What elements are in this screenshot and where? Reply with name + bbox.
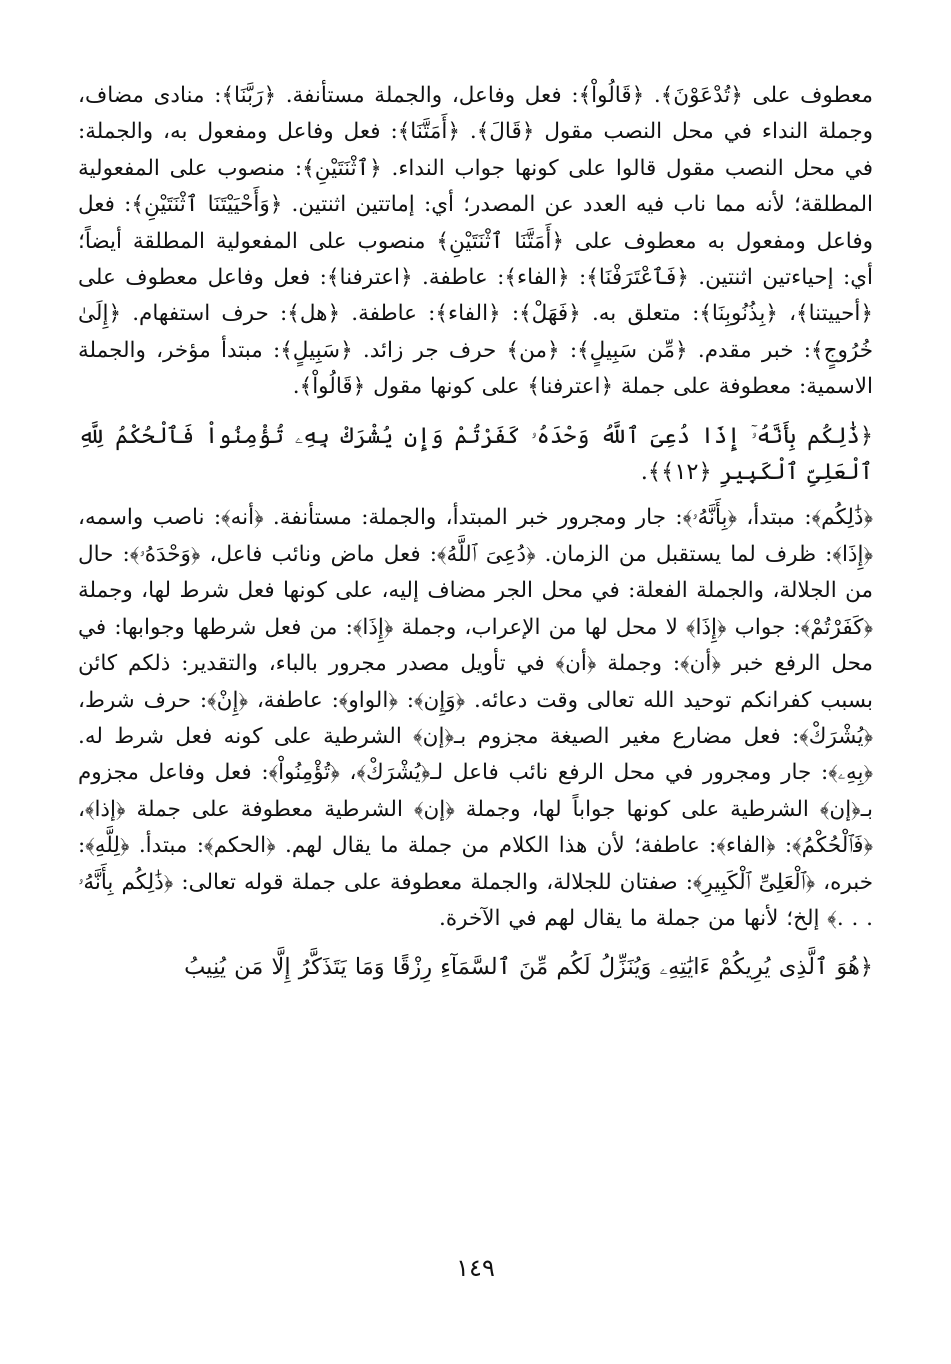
quran-verse-13: ﴿هُوَ ٱلَّذِى يُرِيكُمْ ءَايَٰتِهِۦ وَيُنَزِّلُ لَكُم مِّنَ ٱلسَّمَآءِ رِزْقًا وَمَا يَتَذَكَّرُ إِلَّا مَن يُنِيبُ (184, 954, 873, 981)
document-page (78, 78, 873, 1364)
page-number: ١٤٩ (456, 1254, 495, 1282)
paragraph-parsing-1: معطوف على ﴿تُدْعَوْنَ﴾. ﴿قَالُواْ﴾: فعل وفاعل، والجملة مستأنفة. ﴿رَبَّنَا﴾: منادى مضاف، وجملة النداء في محل النصب مقول ﴿قَالَ﴾. ﴿أَمَتَّنَا﴾: فعل وفاعل ومفعول به، والجملة: في محل النصب مقول قالوا على كونها جواب النداء. ﴿ٱثْنَتَيْنِ﴾: منصوب على المفعولية المطلقة؛ لأنه مما ناب فيه العدد عن المصدر؛ أي: إماتتين اثنتين. ﴿وَأَحْيَيْتَنَا ٱثْنَتَيْنِ﴾: فعل وفاعل ومفعول به معطوف على ﴿أَمَتَّنَا ٱثْنَتَيْنِ﴾ منصوب على المفعولية المطلقة أيضاً؛ أي: إحياءتين اثنتين. ﴿فَٱعْتَرَفْنَا﴾: ﴿الفاء﴾: عاطفة. ﴿اعترفنا﴾: فعل وفاعل معطوف على ﴿أحييتنا﴾، ﴿بِذُنُوبِنَا﴾: متعلق به. ﴿فَهَلْ﴾: ﴿الفاء﴾: عاطفة. ﴿هل﴾: حرف استفهام. ﴿إِلَىٰ خُرُوجٍ﴾: خبر مقدم. ﴿مِّن سَبِيلٍ﴾: ﴿من﴾ حرف جر زائد. ﴿سَبِيلٍ﴾: مبتدأ مؤخر، والجملة الاسمية: معطوفة على جملة ﴿اعترفنا﴾ على كونها مقول ﴿قَالُواْ﴾. (78, 83, 873, 400)
paragraph-parsing-2: ﴿ذَٰلِكُم﴾: مبتدأ، ﴿بِأَنَّهُۥ﴾: جار ومجرور خبر المبتدأ، والجملة: مستأنفة. ﴿أنه﴾: ناصب واسمه، ﴿إِذَا﴾: ظرف لما يستقبل من الزمان. ﴿دُعِىَ ٱللَّهُ﴾: فعل ماض ونائب فاعل، ﴿وَحْدَهُۥ﴾: حال من الجلالة، والجملة الفعلة: في محل الجر مضاف إليه، على كونها فعل شرط لها، وجملة ﴿كَفَرْتُمْ﴾: جواب ﴿إِذَا﴾ لا محل لها من الإعراب، وجملة ﴿إِذَا﴾: من فعل شرطها وجوابها: في محل الرفع خبر ﴿أن﴾: وجملة ﴿أن﴾ في تأويل مصدر مجرور بالباء، والتقدير: ذلكم كائن بسبب كفرانكم توحيد الله تعالى وقت دعائه. ﴿وَإِن﴾: ﴿الواو﴾: عاطفة، ﴿إِنْ﴾: حرف شرط، ﴿يُشْرَكْ﴾: فعل مضارع مغير الصيغة مجزوم بـ﴿إن﴾ الشرطية على كونه فعل شرط له. ﴿بِهِۦ﴾: جار ومجرور في محل الرفع نائب فاعل لـ﴿يُشْرَكْ﴾، ﴿تُؤْمِنُواْ﴾: فعل وفاعل مجزوم بـ﴿إن﴾ الشرطية على كونها جواباً لها، وجملة ﴿إن﴾ الشرطية معطوفة على جملة ﴿إذا﴾، ﴿فَٱلْحُكْمُ﴾: ﴿الفاء﴾: عاطفة؛ لأن هذا الكلام من جملة ما يقال لهم. ﴿الحكم﴾: مبتدأ. ﴿لِلَّهِ﴾: خبره، ﴿ٱلْعَلِىِّ ٱلْكَبِيرِ﴾: صفتان للجلالة، والجملة معطوفة على جملة قوله تعالى: ﴿ذَٰلِكُم بِأَنَّهُۥ . . .﴾ إلخ؛ لأنها من جملة ما يقال لهم في الآخرة. (78, 505, 873, 931)
quran-verse-12: ﴿ذَٰلِكُم بِأَنَّهُۥٓ إِذَا دُعِىَ ٱللَّهُ وَحْدَهُۥ كَفَرْتُمْ وَإِن يُشْرَكْ بِهِۦ تُؤْمِنُواْ فَٱلْحُكْمُ لِلَّهِ ٱلْعَلِىِّ ٱلْكَبِيرِ ﴿١٢﴾﴾. (78, 422, 873, 486)
